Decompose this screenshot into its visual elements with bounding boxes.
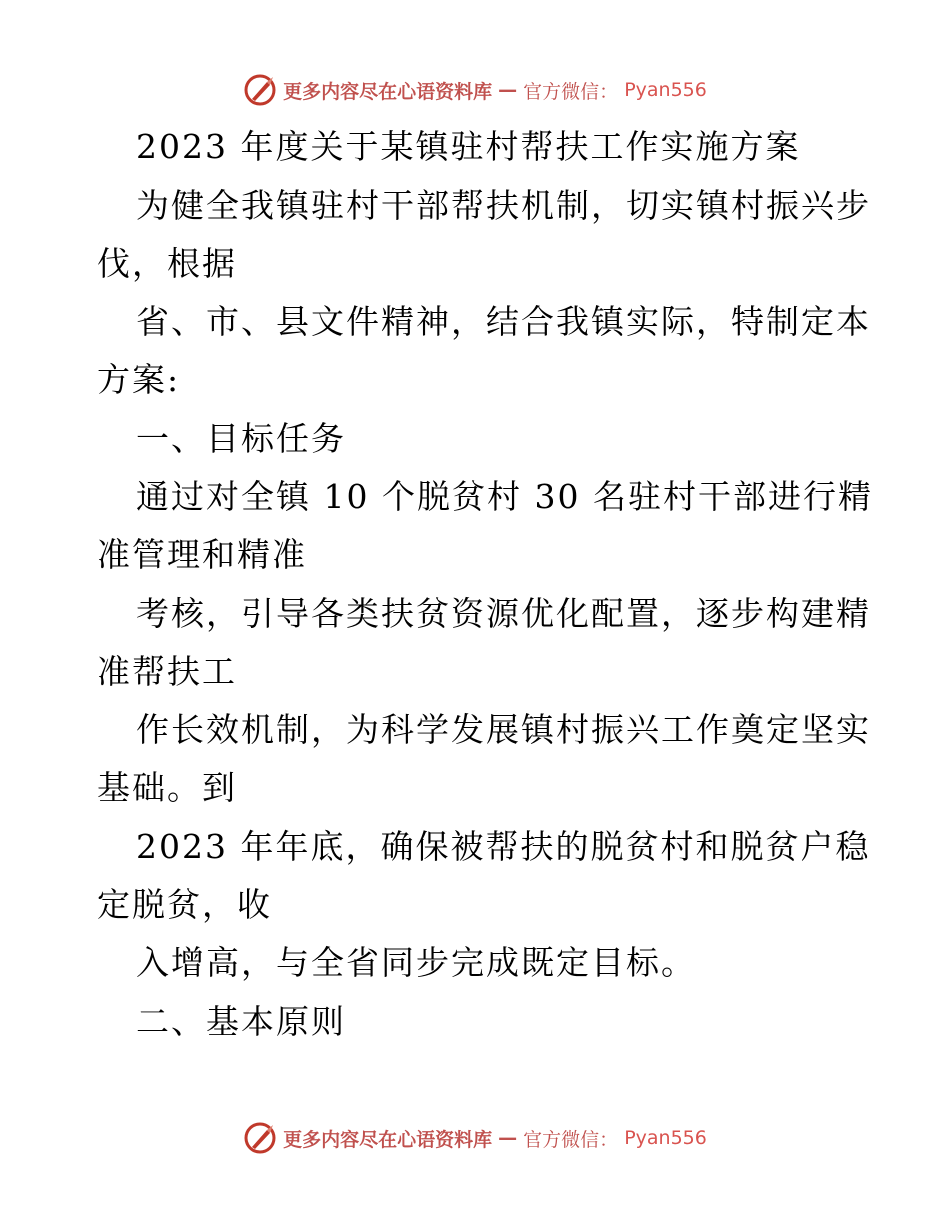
document-line: 准帮扶工 (97, 652, 237, 691)
document-line: 伐，根据 (97, 244, 237, 283)
watermark-wechat-label: 官方微信： (523, 1128, 619, 1151)
document-line: 方案: (97, 360, 181, 399)
section-heading: 二、基本原则 (136, 1002, 346, 1041)
document-line: 作长效机制，为科学发展镇村振兴工作奠定坚实 (136, 710, 871, 749)
document-line: 定脱贫，收 (97, 885, 272, 924)
document-line: 准管理和精准 (97, 535, 307, 574)
watermark-wechat-id: Pyan556 (624, 1127, 707, 1149)
watermark-separator: — (498, 79, 518, 101)
watermark-wechat-id: Pyan556 (624, 79, 707, 101)
quill-pen-icon (243, 1121, 277, 1155)
watermark-separator: — (498, 1127, 518, 1149)
document-line: 入增高，与全省同步完成既定目标。 (136, 943, 696, 982)
document-line: 考核，引导各类扶贫资源优化配置，逐步构建精 (136, 594, 871, 633)
document-line: 2023 年年底，确保被帮扶的脱贫村和脱贫户稳 (136, 827, 871, 866)
watermark-main-text: 更多内容尽在心语资料库 (283, 80, 493, 103)
document-line: 省、市、县文件精神，结合我镇实际，特制定本 (136, 302, 871, 341)
watermark-wechat-label: 官方微信： (523, 80, 619, 103)
document-title: 2023 年度关于某镇驻村帮扶工作实施方案 (136, 127, 801, 166)
document-line: 为健全我镇驻村干部帮扶机制，切实镇村振兴步 (136, 186, 871, 225)
watermark-main-text: 更多内容尽在心语资料库 (283, 1128, 493, 1151)
document-line: 基础。到 (97, 768, 237, 807)
quill-pen-icon (243, 73, 277, 107)
document-line: 通过对全镇 10 个脱贫村 30 名驻村干部进行精 (136, 477, 873, 516)
watermark-banner-top (0, 70, 950, 110)
watermark-banner-bottom (0, 1118, 950, 1158)
section-heading: 一、目标任务 (136, 419, 346, 458)
